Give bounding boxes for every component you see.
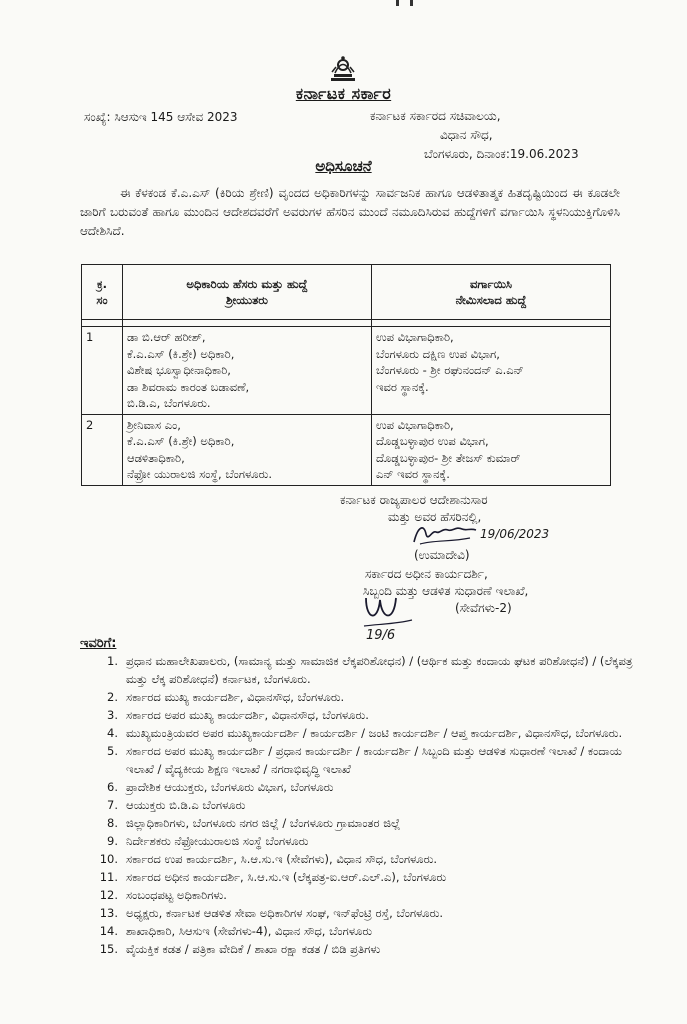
cell-line: ಬೆಂಗಳೂರು - ಶ್ರೀ ರಘುನಂದನ್ ಎ.ಎನ್ — [376, 363, 524, 377]
posting-cell — [372, 414, 611, 485]
list-item — [96, 904, 636, 922]
list-item — [96, 868, 636, 886]
cell-line: ಡಾ ಬಿ.ಆರ್ ಹರೀಶ್, — [127, 330, 206, 344]
item-number: 7. — [107, 798, 118, 812]
cell-line: ಶ್ರೀನಿವಾಸ ಎಂ, — [127, 417, 181, 432]
item-number: 4. — [107, 726, 118, 740]
cell-line: ನೆಫ್ರೋ ಯುರಾಲಜಿ ಸಂಸ್ಥೆ, ಬೆಂಗಳೂರು. — [127, 467, 272, 481]
reference-number: ಸಂಖ್ಯೆ: ಸಿಆಸುಇ 145 ಆಸೇವ 2023 — [84, 110, 238, 124]
item-text: ನಿರ್ದೇಶಕರು ನೆಫ್ರೋಯುರಾಲಜಿ ಸಂಸ್ಥೆ ಬೆಂಗಳೂರು — [126, 834, 309, 848]
item-text: ಜಿಲ್ಲಾಧಿಕಾರಿಗಳು, ಬೆಂಗಳೂರು ನಗರ ಜಿಲ್ಲೆ / ಬೆಂಗಳೂರು ಗ್ರಾಮಾಂತರ ಜಿಲ್ಲೆ — [126, 816, 401, 830]
item-text: ಆಯುಕ್ತರು ಬಿ.ಡಿ.ಎ ಬೆಂಗಳೂರು — [126, 798, 246, 812]
cell-line: ದೊಡ್ಡಬಳ್ಳಾಪುರ ಉಪ ವಿಭಾಗ, — [376, 434, 489, 448]
list-item — [96, 922, 636, 940]
item-text: ಪ್ರಾದೇಶಿಕ ಆಯುಕ್ತರು, ಬೆಂಗಳೂರು ವಿಭಾಗ, ಬೆಂಗಳೂರು — [126, 780, 334, 794]
item-text: ಅಧ್ಯಕ್ಷರು, ಕರ್ನಾಟಕ ಆಡಳಿತ ಸೇವಾ ಅಧಿಕಾರಿಗಳ ಸಂಘ, ಇನ್‌ಫೆಂಟ್ರಿ ರಸ್ತೆ, ಬೆಂಗಳೂರು. — [126, 906, 444, 920]
cell-line: ಬಿ.ಡಿ.ಎ, ಬೆಂಗಳೂರು. — [127, 396, 211, 410]
list-item — [96, 652, 636, 688]
item-text: ಶಾಖಾಧಿಕಾರಿ, ಸಿಆಸುಇ (ಸೇವೆಗಳು-4), ವಿಧಾನ ಸೌಧ, ಬೆಂಗಳೂರು — [126, 924, 373, 938]
initials-date: 19/6 — [366, 628, 396, 643]
list-item — [96, 796, 636, 814]
cell-line: ಉಪ ವಿಭಾಗಾಧಿಕಾರಿ, — [376, 330, 454, 344]
office-line: ಕರ್ನಾಟಕ ಸರ್ಕಾರದ ಸಚಿವಾಲಯ, — [370, 109, 501, 123]
header-line: ನೇಮಿಸಲಾದ ಹುದ್ದೆ — [455, 293, 527, 307]
office-line: ವಿಧಾನ ಸೌಧ, — [440, 128, 493, 142]
cell-line: ಡಾ ಶಿವರಾಮ ಕಾರಂತ ಬಡಾವಣೆ, — [127, 379, 250, 394]
serial-cell: 2 — [82, 414, 123, 485]
item-text: ಸರ್ಕಾರದ ಉಪ ಕಾರ್ಯದರ್ಶಿ, ಸಿ.ಆ.ಸು.ಇ (ಸೇವೆಗಳು), ವಿಧಾನ ಸೌಧ, ಬೆಂಗಳೂರು. — [126, 852, 438, 866]
header-line: ಕ್ರ. — [96, 277, 108, 291]
header-line: ಸಂ — [96, 293, 108, 307]
item-number: 14. — [99, 924, 118, 938]
cell-line: ಕೆ.ಎ.ಎಸ್ (ಕಿ.ಶ್ರೇ) ಅಧಿಕಾರಿ, — [127, 346, 235, 361]
item-number: 1. — [107, 654, 118, 668]
item-number: 15. — [99, 942, 118, 956]
posting-header — [372, 265, 611, 320]
item-number: 13. — [99, 906, 118, 920]
office-date: ಬೆಂಗಳೂರು, ದಿನಾಂಕ:19.06.2023 — [424, 147, 579, 161]
cell-line: ಬೆಂಗಳೂರು ದಕ್ಷಿಣ ಉಪ ವಿಭಾಗ, — [376, 346, 500, 361]
table-row — [82, 414, 611, 485]
item-number: 5. — [107, 744, 118, 758]
item-text: ಸರ್ಕಾರದ ಅಪರ ಮುಖ್ಯ ಕಾರ್ಯದರ್ಶಿ / ಪ್ರಧಾನ ಕಾರ್ಯದರ್ಶಿ / ಕಾರ್ಯದರ್ಶಿ / ಸಿಬ್ಬಂದಿ ಮತ್ತು ಆಡಳಿತ ಸುಧಾರಣೆ ಇಲಾಖೆ / ಕಂದಾಯ ಇಲಾಖೆ / ವೈದ್ಯಕೀಯ ಶಿಕ್ಷಣ ಇಲಾಖೆ / ನಗರಾಭಿವೃದ್ಧಿ ಇಲಾಖೆ — [126, 744, 622, 776]
signatory-name: (ಉಮಾದೇವಿ) — [414, 548, 470, 562]
list-item — [96, 706, 636, 724]
list-item — [96, 886, 636, 904]
notification-body: ಈ ಕೆಳಕಂಡ ಕೆ.ಎ.ಎಸ್ (ಕಿರಿಯ ಶ್ರೇಣಿ) ವೃಂದದ ಅಧಿಕಾರಿಗಳನ್ನು ಸಾರ್ವಜನಿಕ ಹಾಗೂ ಆಡಳಿತಾತ್ಮಕ ಹಿತದೃಷ್ಟಿಯಿಂದ ಈ ಕೂಡಲೇ ಜಾರಿಗೆ ಬರುವಂತೆ ಹಾಗೂ ಮುಂದಿನ ಆದೇಶದವರೆಗೆ ಅವರುಗಳ ಹೆಸರಿನ ಮುಂದೆ ನಮೂದಿಸಿರುವ ಹುದ್ದೆಗಳಿಗೆ ವರ್ಗಾಯಿಸಿ ಸ್ಥಳನಿಯುಕ್ತಿಗೊಳಿಸಿ ಆದೇಶಿಸಿದೆ. — [80, 186, 620, 238]
copy-to-list — [96, 652, 636, 958]
table-spacer — [82, 320, 611, 327]
item-number: 8. — [107, 816, 118, 830]
cell-line: ದೊಡ್ಡಬಳ್ಳಾಪುರ- ಶ್ರೀ ತೇಜಸ್ ಕುಮಾರ್ — [376, 450, 521, 465]
list-item — [96, 778, 636, 796]
cell-line: ವಿಶೇಷ ಭೂಸ್ವಾಧೀನಾಧಿಕಾರಿ, — [127, 363, 231, 377]
signature-date: 19/06/2023 — [480, 527, 550, 541]
list-item — [96, 940, 636, 958]
state-emblem-icon — [325, 54, 361, 84]
item-text: ಮುಖ್ಯಮಂತ್ರಿಯವರ ಅಪರ ಮುಖ್ಯಕಾರ್ಯದರ್ಶಿ / ಕಾರ್ಯದರ್ಶಿ / ಜಂಟಿ ಕಾರ್ಯದರ್ಶಿ / ಆಪ್ತ ಕಾರ್ಯದರ್ಶಿ, ವಿಧಾನಸೌಧ, ಬೆಂಗಳೂರು. — [126, 726, 623, 740]
header-line: ಅಧಿಕಾರಿಯ ಹೆಸರು ಮತ್ತು ಹುದ್ದೆ — [186, 277, 308, 291]
scan-mark — [396, 0, 420, 6]
list-item — [96, 724, 636, 742]
cell-line: ಆಡಳಿತಾಧಿಕಾರಿ, — [127, 450, 185, 465]
item-number: 11. — [99, 870, 118, 884]
list-item — [96, 832, 636, 850]
officer-cell — [123, 327, 372, 415]
item-text: ಸರ್ಕಾರದ ಅಧೀನ ಕಾರ್ಯದರ್ಶಿ, ಸಿ.ಆ.ಸು.ಇ (ಲೆಕ್ಕಪತ್ರ-ಐ.ಆರ್.ಎಲ್.ಎ), ಬೆಂಗಳೂರು — [126, 870, 447, 884]
notification-title: ಅಧಿಸೂಚನೆ — [315, 157, 372, 175]
designation-line: (ಸೇವೆಗಳು-2) — [455, 601, 512, 615]
list-item — [96, 850, 636, 868]
list-item — [96, 742, 636, 778]
table-row — [82, 327, 611, 415]
item-text: ಸರ್ಕಾರದ ಮುಖ್ಯ ಕಾರ್ಯದರ್ಶಿ, ವಿಧಾನಸೌಧ, ಬೆಂಗಳೂರು. — [126, 690, 345, 704]
header-line: ವರ್ಗಾಯಿಸಿ — [469, 277, 513, 291]
item-number: 6. — [107, 780, 118, 794]
item-number: 10. — [99, 852, 118, 866]
serial-cell: 1 — [82, 327, 123, 415]
government-title: ಕರ್ನಾಟಕ ಸರ್ಕಾರ — [295, 84, 392, 103]
item-number: 3. — [107, 708, 118, 722]
header-line: ಶ್ರೀಯುತರು — [226, 293, 268, 307]
designation-line: ಸಿಬ್ಬಂದಿ ಮತ್ತು ಆಡಳಿತ ಸುಧಾರಣೆ ಇಲಾಖೆ, — [363, 584, 529, 598]
item-number: 2. — [107, 690, 118, 704]
cell-line: ಕೆ.ಎ.ಎಸ್ (ಕಿ.ಶ್ರೇ) ಅಧಿಕಾರಿ, — [127, 434, 235, 448]
list-item — [96, 688, 636, 706]
item-text: ವೈಯಕ್ತಿಕ ಕಡತ / ಪತ್ರಿಕಾ ವೇದಿಕೆ / ಶಾಖಾ ರಕ್ಷಾ ಕಡತ / ಬಿಡಿ ಪ್ರತಿಗಳು — [126, 942, 381, 956]
posting-cell — [372, 327, 611, 415]
table-header-row — [82, 265, 611, 320]
officer-cell — [123, 414, 372, 485]
transfer-table — [81, 264, 611, 486]
item-number: 9. — [107, 834, 118, 848]
list-item — [96, 814, 636, 832]
authority-line: ಮತ್ತು ಅವರ ಹೆಸರಿನಲ್ಲಿ, — [388, 510, 482, 524]
cell-line: ಇವರ ಸ್ಥಾನಕ್ಕೆ. — [376, 379, 429, 394]
authority-line: ಕರ್ನಾಟಕ ರಾಜ್ಯಪಾಲರ ಆದೇಶಾನುಸಾರ — [340, 493, 488, 507]
serial-header — [82, 265, 123, 320]
cell-line: ಉಪ ವಿಭಾಗಾಧಿಕಾರಿ, — [376, 417, 454, 432]
item-text: ಸರ್ಕಾರದ ಅಪರ ಮುಖ್ಯ ಕಾರ್ಯದರ್ಶಿ, ವಿಧಾನಸೌಧ, ಬೆಂಗಳೂರು. — [126, 708, 369, 722]
designation-line: ಸರ್ಕಾರದ ಅಧೀನ ಕಾರ್ಯದರ್ಶಿ, — [365, 567, 488, 581]
officer-header — [123, 265, 372, 320]
item-text: ಸಂಬಂಧಪಟ್ಟ ಅಧಿಕಾರಿಗಳು. — [126, 888, 227, 902]
item-text: ಪ್ರಧಾನ ಮಹಾಲೇಖಪಾಲರು, (ಸಾಮಾನ್ಯ ಮತ್ತು ಸಾಮಾಜಿಕ ಲೆಕ್ಕಪರಿಶೋಧನ) / (ಆರ್ಥಿಕ ಮತ್ತು ಕಂದಾಯ ಘಟಕ ಪರಿಶೋಧನೆ) / (ಲೆಕ್ಕಪತ್ರ ಮತ್ತು ಲೆಕ್ಕ ಪರಿಶೋಧನೆ) ಕರ್ನಾಟಕ, ಬೆಂಗಳೂರು. — [126, 654, 633, 686]
cell-line: ಎನ್ ಇವರ ಸ್ಥಾನಕ್ಕೆ. — [376, 467, 450, 481]
item-number: 12. — [99, 888, 118, 902]
copy-to-heading: ಇವರಿಗೆ: — [80, 636, 117, 651]
office-address — [370, 107, 579, 164]
signature-mark — [410, 520, 480, 548]
